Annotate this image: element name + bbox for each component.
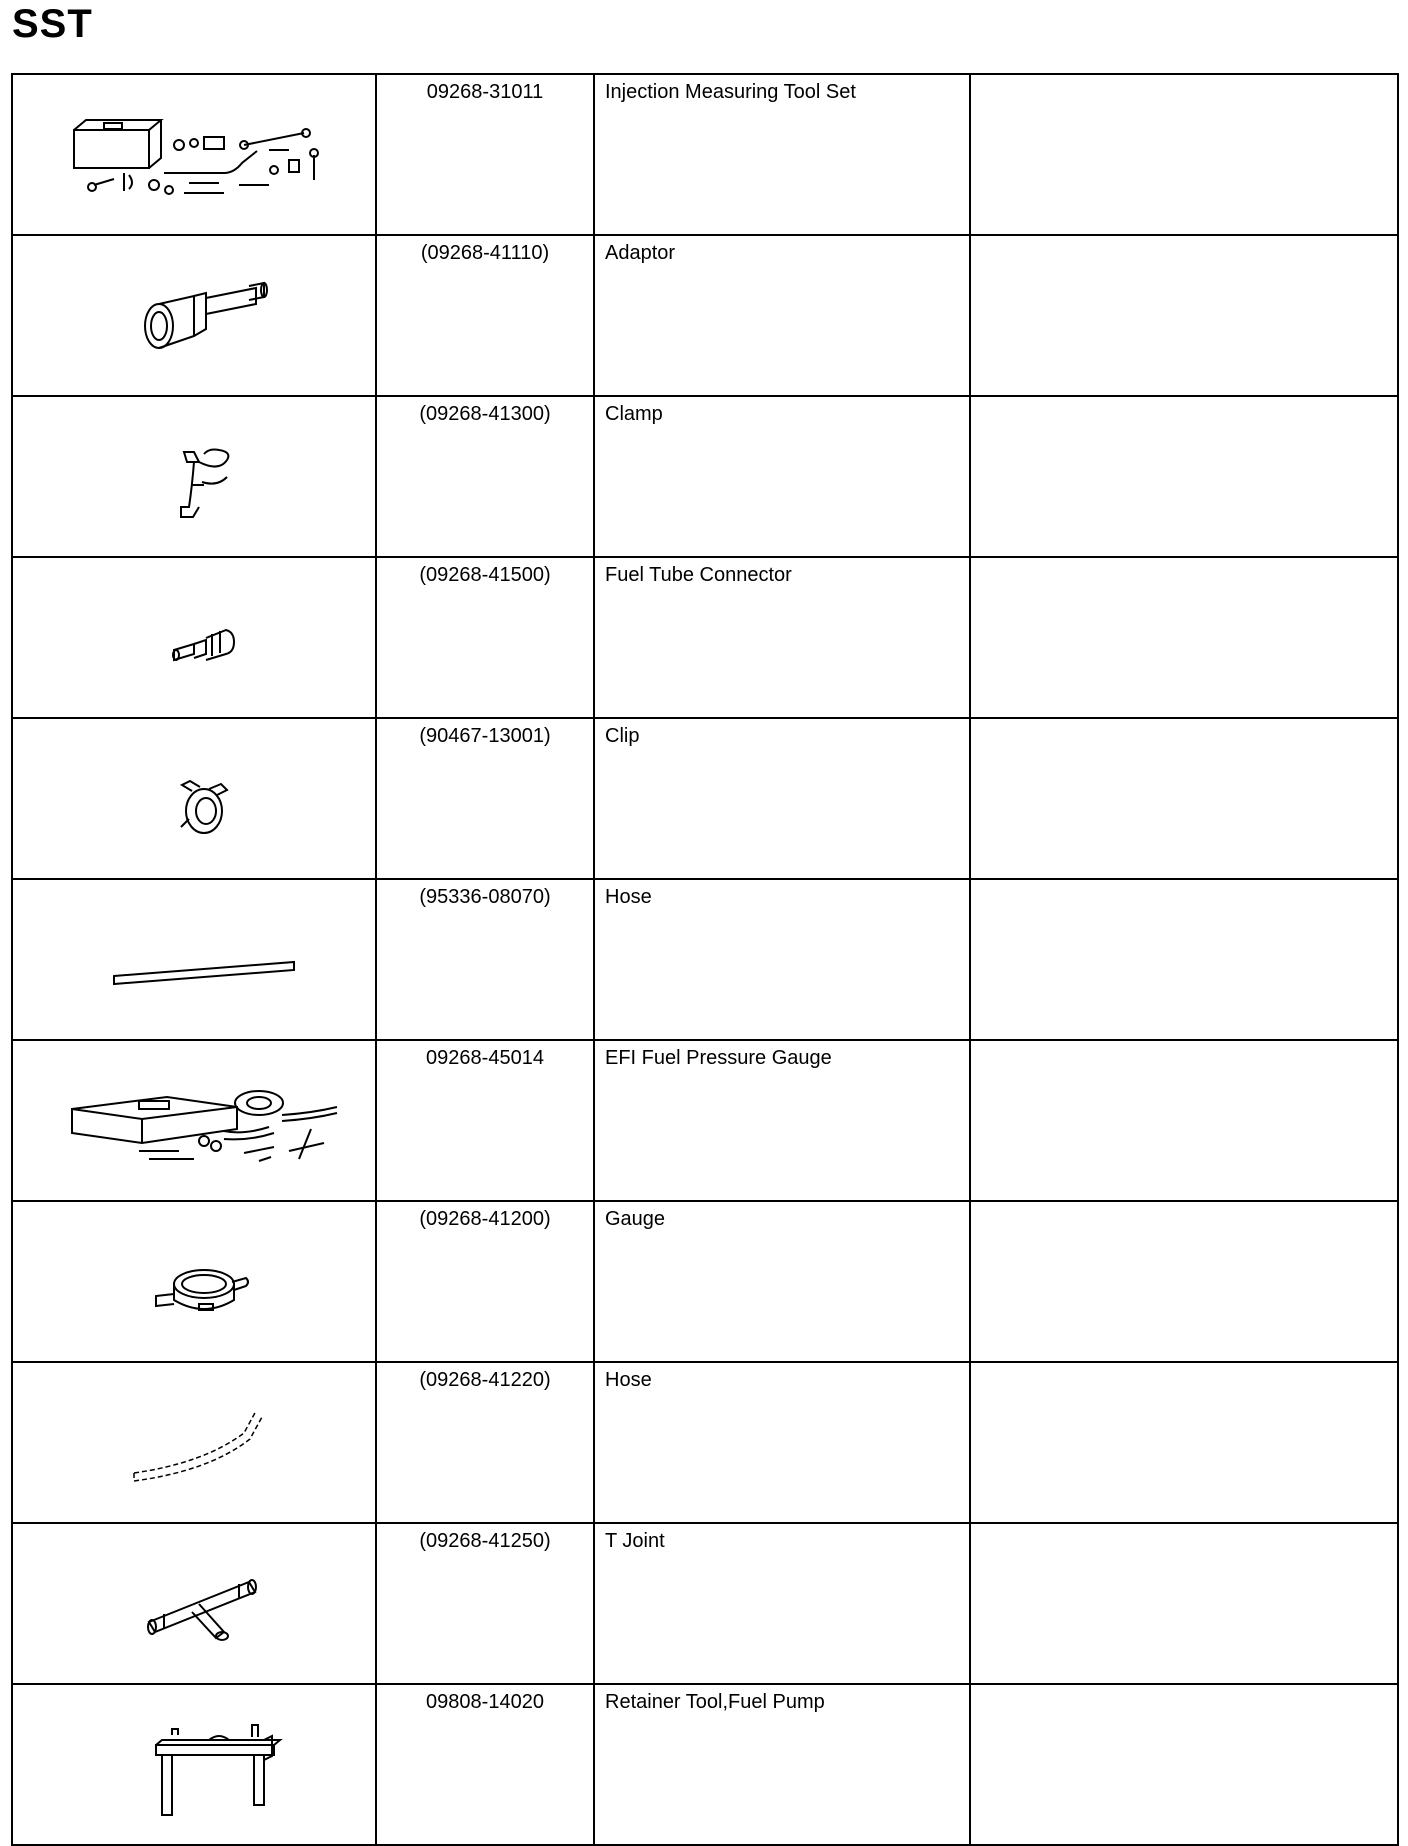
note-cell: [970, 235, 1398, 396]
table-row: [12, 235, 1398, 396]
table-row: [12, 1523, 1398, 1684]
note-cell: [970, 1040, 1398, 1201]
part-number: (95336-08070): [376, 879, 594, 1040]
fuel-tube-connector-icon: [44, 558, 344, 698]
note-cell: [970, 396, 1398, 557]
tool-image-cell: [12, 1201, 376, 1362]
part-number: 09268-45014: [376, 1040, 594, 1201]
tool-image-cell: [12, 557, 376, 718]
tool-name: EFI Fuel Pressure Gauge: [594, 1040, 970, 1201]
sst-table: [11, 73, 1399, 1846]
note-cell: [970, 74, 1398, 235]
tool-name: Clamp: [594, 396, 970, 557]
tool-image-cell: [12, 74, 376, 235]
part-number: (09268-41300): [376, 396, 594, 557]
note-cell: [970, 1201, 1398, 1362]
adaptor-icon: [44, 236, 344, 376]
tool-name: Hose: [594, 1362, 970, 1523]
clamp-icon: [44, 397, 344, 537]
pressure-gauge-icon: [44, 1202, 344, 1342]
tool-set-case-icon: [44, 75, 344, 215]
tool-name: Fuel Tube Connector: [594, 557, 970, 718]
retainer-tool-icon: [44, 1685, 344, 1825]
note-cell: [970, 1362, 1398, 1523]
table-row: [12, 1201, 1398, 1362]
clip-icon: [44, 719, 344, 859]
tool-image-cell: [12, 1523, 376, 1684]
note-cell: [970, 557, 1398, 718]
note-cell: [970, 1684, 1398, 1845]
tool-image-cell: [12, 1684, 376, 1845]
part-number: (09268-41220): [376, 1362, 594, 1523]
tool-name: Hose: [594, 879, 970, 1040]
part-number: 09268-31011: [376, 74, 594, 235]
part-number: (09268-41250): [376, 1523, 594, 1684]
t-joint-icon: [44, 1524, 344, 1664]
note-cell: [970, 718, 1398, 879]
tool-image-cell: [12, 718, 376, 879]
page-title: SST: [12, 2, 93, 46]
part-number: (90467-13001): [376, 718, 594, 879]
tool-image-cell: [12, 235, 376, 396]
table-row: [12, 1362, 1398, 1523]
part-number: (09268-41110): [376, 235, 594, 396]
table-row: [12, 879, 1398, 1040]
part-number: (09268-41200): [376, 1201, 594, 1362]
tool-image-cell: [12, 1362, 376, 1523]
gauge-kit-case-icon: [44, 1041, 344, 1181]
tool-image-cell: [12, 879, 376, 1040]
tool-name: Injection Measuring Tool Set: [594, 74, 970, 235]
straight-hose-icon: [44, 880, 344, 1020]
tool-image-cell: [12, 396, 376, 557]
part-number: (09268-41500): [376, 557, 594, 718]
table-row: [12, 1040, 1398, 1201]
tool-name: Adaptor: [594, 235, 970, 396]
tool-name: Retainer Tool,Fuel Pump: [594, 1684, 970, 1845]
tool-image-cell: [12, 1040, 376, 1201]
table-row: [12, 74, 1398, 235]
tool-name: T Joint: [594, 1523, 970, 1684]
tool-name: Clip: [594, 718, 970, 879]
curved-hose-icon: [44, 1363, 344, 1503]
tool-name: Gauge: [594, 1201, 970, 1362]
table-row: [12, 718, 1398, 879]
table-row: [12, 557, 1398, 718]
table-row: [12, 1684, 1398, 1845]
table-row: [12, 396, 1398, 557]
note-cell: [970, 879, 1398, 1040]
note-cell: [970, 1523, 1398, 1684]
part-number: 09808-14020: [376, 1684, 594, 1845]
